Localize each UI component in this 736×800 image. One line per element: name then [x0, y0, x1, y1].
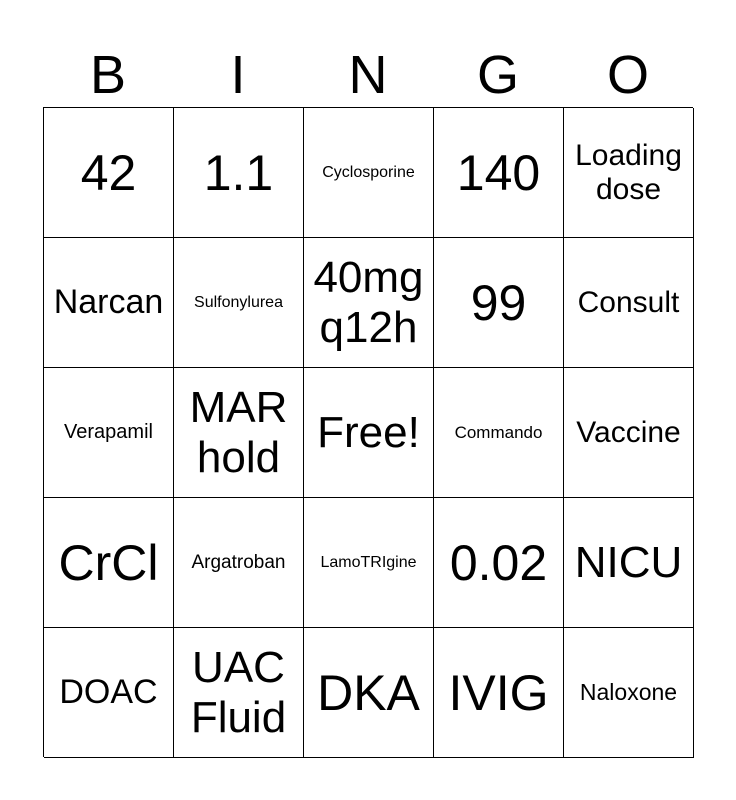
- cell-label: LamoTRIgine: [320, 553, 417, 571]
- cell-label: 40mg q12h: [313, 253, 424, 352]
- bingo-cell[interactable]: [564, 628, 694, 758]
- header-letter-i: I: [230, 45, 246, 105]
- bingo-cell[interactable]: [44, 238, 174, 368]
- cell-label: Naloxone: [579, 678, 678, 705]
- bingo-header: [43, 42, 693, 108]
- cell-label: Argatroban: [191, 551, 286, 573]
- cell-label: 140: [456, 144, 541, 201]
- cell-label: Cyclosporine: [322, 163, 415, 181]
- cell-label: DOAC: [59, 673, 158, 712]
- bingo-cell[interactable]: [434, 238, 564, 368]
- free-space[interactable]: [304, 368, 434, 498]
- cell-label: 42: [80, 144, 137, 201]
- bingo-cell[interactable]: [174, 498, 304, 628]
- cell-label: Narcan: [53, 283, 164, 322]
- bingo-cell[interactable]: [174, 108, 304, 238]
- cell-label: Consult: [577, 285, 680, 319]
- cell-label: 99: [470, 274, 527, 331]
- header-letter-g: G: [476, 45, 519, 105]
- bingo-cell[interactable]: [304, 108, 434, 238]
- bingo-cell[interactable]: [174, 628, 304, 758]
- cell-label: 1.1: [203, 144, 274, 201]
- cell-label: IVIG: [448, 664, 549, 721]
- header-letter-b: B: [89, 45, 127, 105]
- bingo-cell[interactable]: [564, 498, 694, 628]
- header-letter-n: N: [348, 45, 388, 105]
- bingo-board: [43, 107, 693, 757]
- cell-label: Vaccine: [576, 415, 681, 449]
- bingo-cell[interactable]: [304, 628, 434, 758]
- cell-label: Free!: [317, 407, 420, 457]
- cell-label: NICU: [574, 537, 683, 587]
- bingo-cell[interactable]: [174, 368, 304, 498]
- cell-label: Verapamil: [64, 421, 153, 444]
- cell-label: UAC Fluid: [190, 643, 287, 742]
- cell-label: Sulfonylurea: [194, 293, 283, 311]
- bingo-cell[interactable]: [44, 108, 174, 238]
- header-letter-o: O: [606, 45, 649, 105]
- bingo-cell[interactable]: [434, 368, 564, 498]
- bingo-cell[interactable]: [44, 368, 174, 498]
- cell-label: DKA: [317, 664, 420, 721]
- bingo-cell[interactable]: [434, 498, 564, 628]
- cell-label: Commando: [454, 422, 543, 442]
- bingo-cell[interactable]: [44, 498, 174, 628]
- bingo-cell[interactable]: [564, 368, 694, 498]
- bingo-cell[interactable]: [434, 628, 564, 758]
- bingo-cell[interactable]: [174, 238, 304, 368]
- bingo-cell[interactable]: [564, 108, 694, 238]
- cell-label: CrCl: [58, 534, 159, 591]
- cell-label: Loading dose: [575, 138, 682, 206]
- cell-label: 0.02: [449, 534, 548, 591]
- bingo-cell[interactable]: [304, 238, 434, 368]
- bingo-cell[interactable]: [434, 108, 564, 238]
- bingo-cell[interactable]: [304, 498, 434, 628]
- cell-label: MAR hold: [189, 383, 288, 482]
- bingo-cell[interactable]: [44, 628, 174, 758]
- bingo-cell[interactable]: [564, 238, 694, 368]
